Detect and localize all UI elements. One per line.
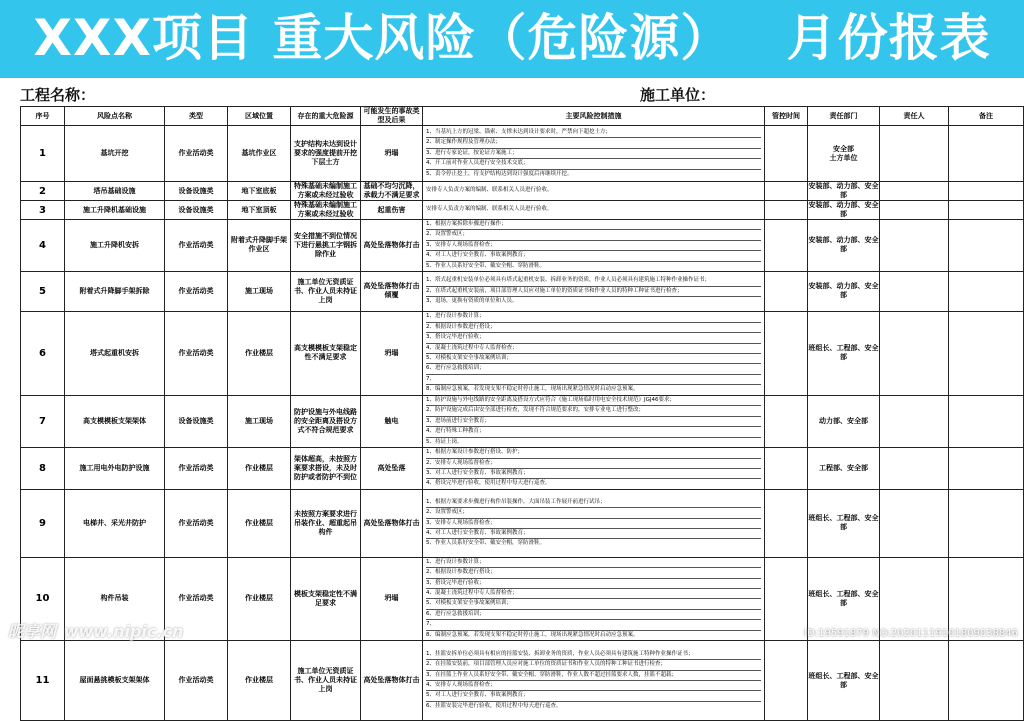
responsible-dept: 安装部、动力部、安全部 (808, 271, 880, 311)
control-time (765, 271, 808, 311)
risk-point-name: 附着式升降脚手架拆除 (65, 271, 165, 311)
measure-item: 2、设置警戒区； (426, 508, 761, 518)
risk-type: 作业活动类 (165, 447, 228, 489)
control-time (765, 489, 808, 557)
risk-type: 设备设施类 (165, 182, 228, 201)
risk-table-wrapper (20, 106, 1023, 709)
control-measures (423, 311, 765, 395)
measure-item: 1、挂篮安拆单位必须具有相应的挂篮安装、拆卸业务的资质，作业人员必须具有建筑施工特种作业操作证书； (426, 650, 761, 660)
column-header: 存在的重大危险源 (291, 107, 361, 126)
accident-type: 起重伤害 (361, 201, 423, 220)
measure-item: 2、在塔式起重机安装前，项目部管理人员应对施工单位的资质证书和作业人员的特种工种证书进行检查； (426, 287, 761, 297)
row-number: 3 (21, 201, 65, 220)
remarks (949, 489, 1024, 557)
control-time (765, 126, 808, 182)
responsible-dept: 班组长、工程部、安全部 (808, 557, 880, 640)
measure-item: 5、对模板支架安全事故案例培训； (426, 354, 761, 364)
responsible-person (880, 220, 949, 272)
column-header: 区域位置 (228, 107, 291, 126)
project-name-label: 工程名称： (20, 86, 96, 104)
responsible-person (880, 126, 949, 182)
responsible-person (880, 447, 949, 489)
measure-item: 3、退场，更换有资质的单位和人员。 (426, 298, 518, 305)
table-row (21, 220, 1024, 272)
major-hazard: 模板支架稳定性不满足要求 (291, 557, 361, 640)
risk-point-name: 高支模模板支架架体 (65, 395, 165, 447)
responsible-dept: 安全部 土方单位 (808, 126, 880, 182)
risk-point-name: 基坑开挖 (65, 126, 165, 182)
row-number: 5 (21, 271, 65, 311)
control-time (765, 311, 808, 395)
control-measures (423, 271, 765, 311)
measure-item: 2、防护设施完成后由安全部进行检查，发现不符合规范要求的，安排专业电工进行整改； (426, 406, 761, 416)
row-number: 8 (21, 447, 65, 489)
accident-type: 高处坠落物体打击 (361, 641, 423, 721)
column-header: 序号 (21, 107, 65, 126)
remarks (949, 182, 1024, 201)
measure-item: 1、根据方案设计参数进行搭设、防护； (426, 448, 761, 458)
risk-point-name: 施工升降机安拆 (65, 220, 165, 272)
table-row (21, 126, 1024, 182)
control-measures (423, 182, 765, 201)
measure-item: 2、安排专人现场监督检查； (426, 459, 761, 469)
risk-type: 作业活动类 (165, 271, 228, 311)
responsible-dept: 安装部、动力部、安全部 (808, 220, 880, 272)
remarks (949, 201, 1024, 220)
control-time (765, 220, 808, 272)
measure-item: 4、混凝土浇筑过程中专人监督检查； (426, 589, 761, 599)
risk-point-name: 构件吊装 (65, 557, 165, 640)
measure-item: 1、塔式起重机安装单位必须具有塔式起重机安装、拆卸业务的资质，作业人员必须具有建筑施工特种作业操作证书； (426, 276, 761, 286)
column-header: 管控时间 (765, 107, 808, 126)
measure-item: 6、挂篮安装完毕进行验收，使用过程中每天进行巡查。 (426, 702, 562, 709)
measure-item: 1、根据方案要求步骤进行构件吊装操作，大面吊装工作展开前进行试吊； (426, 498, 761, 508)
column-header: 责任部门 (808, 107, 880, 126)
risk-area: 地下室顶板 (228, 201, 291, 220)
measure-item: 2、根据设计参数进行搭设； (426, 568, 761, 578)
measure-item: 安排专人负责方案的编制、联系相关人员进行验收。 (426, 187, 553, 194)
control-measures (423, 395, 765, 447)
control-measures (423, 557, 765, 640)
measure-item: 1、当基坑上方的冠梁、锚索、支撑未达到设计要求时，严禁向下超挖土方； (426, 128, 761, 138)
risk-area: 施工现场 (228, 271, 291, 311)
measure-item: 3、对工人进行安全教育、事故案例教育； (426, 469, 761, 479)
control-time (765, 557, 808, 640)
accident-type: 高处坠落物体打击 (361, 489, 423, 557)
risk-type: 作业活动类 (165, 311, 228, 395)
risk-type: 作业活动类 (165, 641, 228, 721)
remarks (949, 126, 1024, 182)
measure-item: 2、在挂篮安装前，项目部管理人员应对施工单位的资质证书和作业人员的特种工种证书进行检查； (426, 660, 761, 670)
row-number: 6 (21, 311, 65, 395)
measure-item: 5、作业人员系好安全带、戴安全帽、穿防滑鞋。 (426, 262, 546, 269)
risk-area: 附着式升降脚手架作业区 (228, 220, 291, 272)
risk-area: 作业楼层 (228, 557, 291, 640)
remarks (949, 220, 1024, 272)
control-time (765, 641, 808, 721)
column-header: 责任人 (880, 107, 949, 126)
control-measures (423, 489, 765, 557)
measure-item: 8、编制应急预案，若发现支架不稳定时停止施工，现场出现紧急情况时启动应急预案。 (426, 386, 639, 393)
remarks (949, 395, 1024, 447)
measure-item: 5、作业人员系好安全带、戴安全帽，穿防滑鞋。 (426, 540, 546, 547)
accident-type: 高处坠落 (361, 447, 423, 489)
column-header: 备注 (949, 107, 1024, 126)
accident-type: 基础不均匀沉降，承载力不满足要求 (361, 182, 423, 201)
watermark-id: ID:19591879 NO:20201119101809038846 (804, 628, 1018, 639)
remarks (949, 311, 1024, 395)
control-time (765, 201, 808, 220)
measure-item: 3、安排专人现场监督检查； (426, 519, 761, 529)
responsible-person (880, 489, 949, 557)
measure-item: 1、防护设施与外电线路的安全距离及搭设方式应符合《施工现场临时用电安全技术规范》JGJ46要求； (426, 396, 761, 406)
risk-area: 作业楼层 (228, 489, 291, 557)
row-number: 4 (21, 220, 65, 272)
responsible-person (880, 182, 949, 201)
control-time (765, 447, 808, 489)
table-row (21, 311, 1024, 395)
risk-type: 设备设施类 (165, 201, 228, 220)
control-time (765, 182, 808, 201)
measure-item: 2、根据设计参数进行搭设； (426, 323, 761, 333)
table-header-row (21, 107, 1024, 126)
table-row (21, 489, 1024, 557)
table-row (21, 395, 1024, 447)
row-number: 11 (21, 641, 65, 721)
major-hazard: 施工单位无资质证书、作业人员未持证上岗 (291, 271, 361, 311)
measure-item: 5、责令停止挖土，待支护结构达到设计强度后再继续开挖。 (426, 170, 573, 177)
risk-area: 作业楼层 (228, 311, 291, 395)
column-header: 主要风险控制措施 (423, 107, 765, 126)
measure-item: 2、设置警戒区； (426, 230, 761, 240)
risk-type: 作业活动类 (165, 557, 228, 640)
responsible-dept: 动力部、安全部 (808, 395, 880, 447)
measure-item: 7、 (426, 375, 761, 385)
table-row (21, 447, 1024, 489)
risk-area: 作业楼层 (228, 447, 291, 489)
column-header: 可能发生的事故类型及后果 (361, 107, 423, 126)
page-title: XXX项目 重大风险（危险源） 月份报表 (33, 9, 991, 67)
measure-item: 4、进行特殊工种教育； (426, 427, 761, 437)
measure-item: 3、搭设完毕进行验收； (426, 579, 761, 589)
responsible-person (880, 201, 949, 220)
responsible-dept: 班组长、工程部、安全部 (808, 311, 880, 395)
major-hazard: 未按照方案要求进行吊装作业、超重起吊构件 (291, 489, 361, 557)
watermark-logo (8, 618, 183, 643)
major-hazard: 防护设施与外电线路的安全距离及搭设方式不符合规范要求 (291, 395, 361, 447)
risk-type: 作业活动类 (165, 126, 228, 182)
risk-point-name: 塔式起重机安拆 (65, 311, 165, 395)
row-number: 10 (21, 557, 65, 640)
table-row (21, 182, 1024, 201)
major-hazard: 安全措施不到位情况下进行悬挑工字钢拆除作业 (291, 220, 361, 272)
major-hazard: 高支模模板支架稳定性不满足要求 (291, 311, 361, 395)
risk-type: 作业活动类 (165, 220, 228, 272)
measure-item: 3、在挂篮上作业人员系好安全带、戴安全帽、穿防滑鞋，作业人数不超过挂篮要求人数，挂篮不超载； (426, 671, 761, 681)
risk-point-name: 屋面悬挑模板支架架体 (65, 641, 165, 721)
control-measures (423, 447, 765, 489)
risk-area: 地下室底板 (228, 182, 291, 201)
accident-type: 高处坠落物体打击倾覆 (361, 271, 423, 311)
major-hazard: 特殊基础未编制施工方案或未经过验收 (291, 201, 361, 220)
control-measures (423, 220, 765, 272)
measure-item: 2、制定操作规程及管理办法； (426, 138, 761, 148)
responsible-dept: 安装部、动力部、安全部 (808, 182, 879, 199)
remarks (949, 271, 1024, 311)
measure-item: 6、进行应急救援培训； (426, 364, 761, 374)
measure-item: 3、进场前进行安全教育； (426, 417, 761, 427)
row-number: 2 (21, 182, 65, 201)
title-banner (0, 0, 1024, 78)
measure-item: 4、搭设完毕进行验收，使用过程中每天进行巡查。 (426, 480, 551, 487)
measure-item: 5、对模板支架安全事故案例培训； (426, 599, 761, 609)
measure-item: 7、 (426, 620, 761, 630)
measure-item: 4、安排专人现场监督检查； (426, 681, 761, 691)
responsible-dept: 班组长、工程部、安全部 (808, 489, 880, 557)
accident-type: 坍塌 (361, 126, 423, 182)
measure-item: 1、进行设计参数计算； (426, 312, 761, 322)
accident-type: 坍塌 (361, 311, 423, 395)
table-row (21, 271, 1024, 311)
table-row (21, 201, 1024, 220)
risk-area: 作业楼层 (228, 641, 291, 721)
control-time (765, 395, 808, 447)
risk-point-name: 施工升降机基础设施 (65, 201, 165, 220)
measure-item: 3、搭设完毕进行验收； (426, 333, 761, 343)
accident-type: 触电 (361, 395, 423, 447)
remarks (949, 641, 1024, 721)
responsible-person (880, 311, 949, 395)
measure-item: 5、对工人进行安全教育、事故案例教育； (426, 691, 761, 701)
measure-item: 8、编制应急预案，若发现支架不稳定时停止施工，现场出现紧急情况时启动应急预案。 (426, 631, 639, 638)
control-measures (423, 126, 765, 182)
construction-unit-label: 施工单位： (640, 86, 716, 104)
measure-item: 6、进行应急救援培训； (426, 610, 761, 620)
measure-item: 4、混凝土浇筑过程中专人监督检查； (426, 344, 761, 354)
row-number: 7 (21, 395, 65, 447)
responsible-person (880, 641, 949, 721)
measure-item: 3、安排专人现场监督检查； (426, 241, 761, 251)
responsible-dept: 工程部、安全部 (808, 447, 880, 489)
control-measures (423, 201, 765, 220)
control-measures (423, 641, 765, 721)
major-hazard: 架体超高，未按照方案要求搭设，未及时防护或者防护不到位 (291, 447, 361, 489)
measure-item: 1、进行设计参数计算； (426, 558, 761, 568)
row-number: 9 (21, 489, 65, 557)
measure-item: 4、对工人进行安全教育、事故案例教育； (426, 529, 761, 539)
watermark-logo-text: 昵享网 (8, 622, 57, 641)
risk-type: 作业活动类 (165, 489, 228, 557)
major-hazard: 支护结构未达到设计要求的强度提前开挖下层土方 (291, 126, 361, 182)
responsible-dept: 安装部、动力部、安全部 (808, 201, 879, 218)
measure-item: 3、进行专家论证，按论证方案施工； (426, 149, 761, 159)
measure-item: 4、对工人进行安全教育、事故案例教育； (426, 251, 761, 261)
risk-area: 施工现场 (228, 395, 291, 447)
measure-item: 安排专人负责方案的编制、联系相关人员进行验收。 (426, 206, 553, 213)
major-hazard: 特殊基础未编制施工方案或未经过验收 (291, 182, 361, 201)
accident-type: 高处坠落物体打击 (361, 220, 423, 272)
watermark-url: www.nipic.cn (63, 622, 184, 641)
risk-area: 基坑作业区 (228, 126, 291, 182)
measure-item: 4、开工前对作业人员进行安全技术交底； (426, 159, 761, 169)
risk-point-name: 塔吊基础设施 (65, 182, 165, 201)
remarks (949, 447, 1024, 489)
responsible-dept: 班组长、工程部、安全部 (808, 641, 880, 721)
table-row (21, 641, 1024, 721)
measure-item: 1、根据方案拆除步骤进行操作； (426, 220, 761, 230)
measure-item: 5、持证上岗。 (426, 438, 463, 445)
major-hazard: 施工单位无资质证书、作业人员未持证上岗 (291, 641, 361, 721)
column-header: 类型 (165, 107, 228, 126)
responsible-person (880, 271, 949, 311)
responsible-person (880, 395, 949, 447)
risk-point-name: 施工用电外电防护设施 (65, 447, 165, 489)
row-number: 1 (21, 126, 65, 182)
risk-type: 设备设施类 (165, 395, 228, 447)
accident-type: 坍塌 (361, 557, 423, 640)
risk-point-name: 电梯井、采光井防护 (65, 489, 165, 557)
column-header: 风险点名称 (65, 107, 165, 126)
